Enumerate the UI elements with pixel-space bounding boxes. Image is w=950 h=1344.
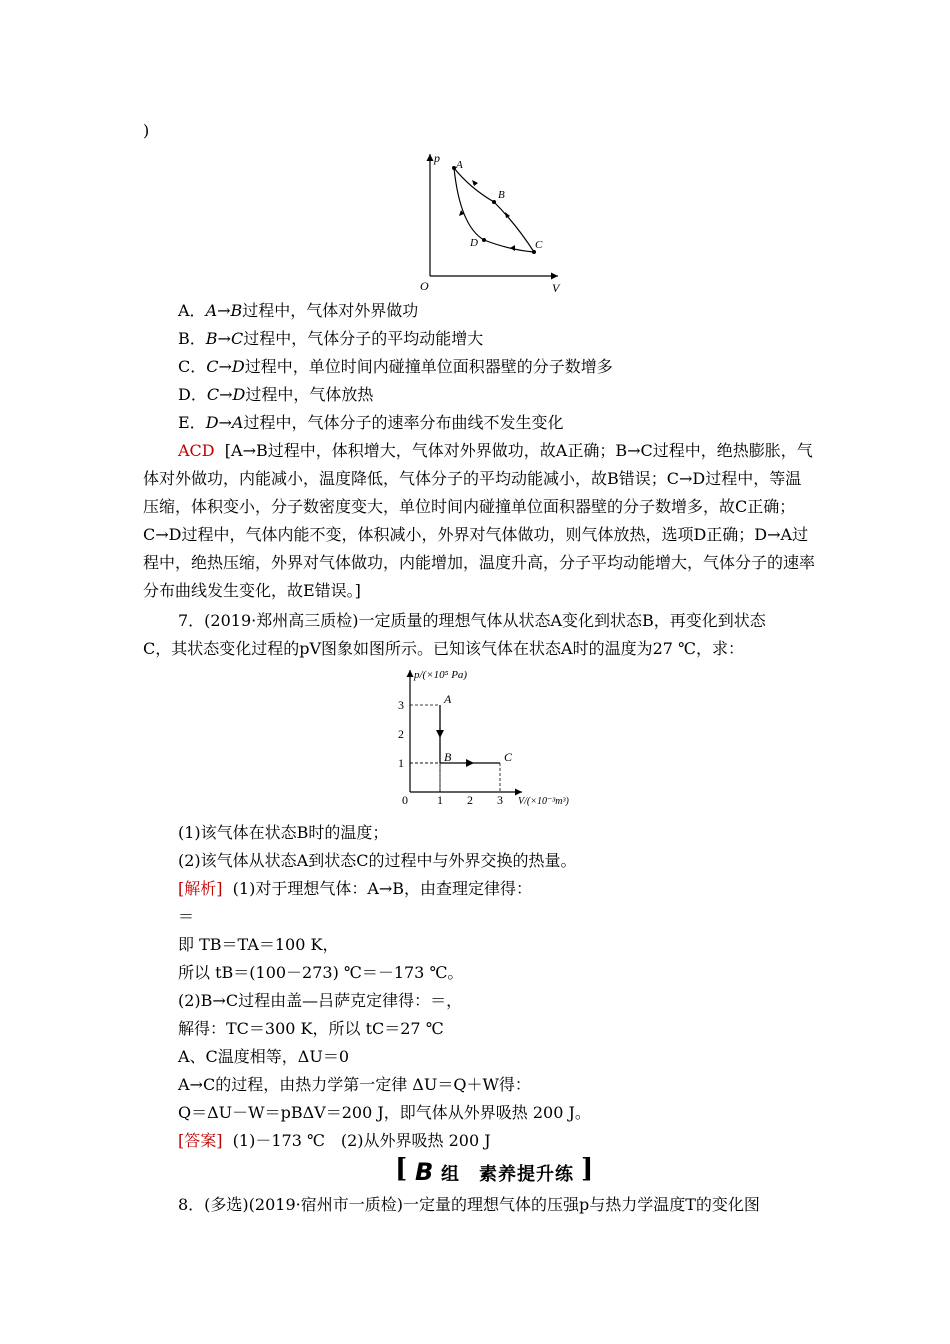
option-seg-start: C — [206, 357, 219, 376]
label-d: D — [470, 237, 478, 249]
answer6-line-3: C→D过程中，气体内能不变，体积减小，外界对气体做功，则气体放热，选项D正确；D→A过 — [143, 525, 809, 544]
option-arrow: → — [218, 413, 232, 432]
q7-line-1: 7．(2019·郑州高三质检)一定质量的理想气体从状态A变化到状态B，再变化到状态 — [178, 611, 766, 630]
option-arrow: → — [217, 329, 231, 348]
point-d — [482, 238, 486, 242]
option-text: 过程中，气体对外界做功 — [242, 301, 419, 320]
label-a: A — [456, 159, 463, 171]
q7-sub-2: (2)该气体从状态A到状态C的过程中与外界交换的热量。 — [178, 851, 577, 870]
solution7-line-9: Q＝ΔU－W＝pBΔV＝200 J，即气体从外界吸热 200 J。 — [178, 1103, 591, 1122]
option-letter: C． — [178, 357, 207, 376]
option-seg-start: C — [206, 385, 220, 404]
option-seg-start: A — [205, 301, 218, 320]
option-seg-end: C — [230, 329, 244, 348]
y-tick-label: 2 — [398, 727, 404, 741]
answer6-line-4: 程中，绝热压缩，外界对气体做功，内能增加，温度升高，分子平均动能增大，气体分子的速率 — [143, 553, 816, 572]
point-b — [492, 200, 496, 204]
curve-b-c — [494, 202, 534, 252]
x-tick-label: 1 — [437, 793, 443, 807]
label-c: C — [535, 239, 543, 251]
option-seg-start: D — [205, 413, 219, 432]
solution7-line-7: A、C温度相等，ΔU＝0 — [178, 1047, 350, 1066]
q7-sub-1: (1)该气体在状态B时的温度； — [178, 823, 389, 842]
answer6-line-0: ACD [A→B过程中，体积增大，气体对外界做功，故A正确；B→C过程中，绝热膨胀，气 — [178, 441, 813, 460]
origin-label: O — [420, 279, 429, 293]
chart-xlabel: V/(×10⁻³m³) — [518, 796, 569, 807]
p-axis-label: p — [434, 151, 440, 165]
point-label: C — [504, 750, 513, 764]
header-b-letter: B — [415, 1158, 434, 1186]
option-seg-end: D — [232, 385, 246, 404]
arrow-c-d — [510, 245, 515, 251]
option-text: 过程中，气体放热 — [245, 385, 374, 404]
arrow-a-b — [472, 180, 478, 186]
answer6-line-1: 体对外做功，内能减小，温度降低，气体分子的平均动能减小，故B错误；C→D过程中，等温 — [143, 469, 802, 488]
process-arrow — [436, 730, 444, 738]
option-text: 过程中，单位时间内碰撞单位面积器壁的分子数增多 — [244, 357, 613, 376]
q8-line-1: 8．(多选)(2019·宿州市一质检)一定量的理想气体的压强p与热力学温度T的变化图 — [178, 1195, 760, 1214]
option-1 — [178, 326, 483, 352]
header-title: 组 素养提升练 — [441, 1164, 574, 1185]
header-open-bracket: [ — [395, 1154, 408, 1184]
y-tick-label: 1 — [398, 756, 404, 770]
group-b-header — [395, 1156, 595, 1186]
option-arrow: → — [218, 357, 232, 376]
chart-origin: 0 — [402, 793, 408, 807]
pv-cycle-figure — [410, 148, 580, 298]
option-letter: E． — [178, 413, 206, 432]
option-seg-end: B — [230, 301, 243, 320]
option-seg-end: A — [231, 413, 244, 432]
answer6-line-2: 压缩，体积变小，分子数密度变大，单位时间内碰撞单位面积器壁的分子数增多，故C正确； — [143, 497, 796, 516]
option-text: 过程中，气体分子的平均动能增大 — [243, 329, 484, 348]
option-0 — [178, 298, 418, 324]
solution-tag: [解析] — [178, 879, 223, 898]
option-arrow: → — [217, 301, 231, 320]
solution7-line-8: A→C的过程，由热力学第一定律 ΔU＝Q＋W得： — [178, 1075, 531, 1094]
point-label: A — [444, 692, 452, 706]
option-seg-start: B — [205, 329, 218, 348]
option-text: 过程中，气体分子的速率分布曲线不发生变化 — [243, 413, 564, 432]
point-label: B — [444, 750, 452, 764]
chart-ylabel: p/(×10⁵ Pa) — [414, 669, 468, 681]
answer6-key: ACD — [178, 441, 215, 460]
x-tick-label: 2 — [467, 793, 473, 807]
option-4 — [178, 410, 564, 436]
label-b: B — [498, 189, 505, 201]
arrow-b-c — [505, 212, 510, 218]
x-tick-label: 3 — [497, 793, 503, 807]
option-2 — [178, 354, 613, 380]
curve-d-a — [454, 168, 484, 240]
solution7-line-3: 即 TB＝TA＝100 K， — [178, 935, 339, 954]
option-arrow: → — [219, 385, 233, 404]
header-close-bracket: ] — [581, 1154, 594, 1184]
option-letter: A． — [178, 301, 206, 320]
option-letter: D． — [178, 385, 207, 404]
solution7-line-6: 解得：TC＝300 K，所以 tC＝27 ℃ — [178, 1019, 444, 1038]
v-axis-label: V — [552, 281, 560, 295]
option-letter: B． — [178, 329, 206, 348]
solution7-line-4: 所以 tB＝(100－273) ℃＝－173 ℃。 — [178, 963, 464, 982]
solution7-answer: [答案] (1)－173 ℃ (2)从外界吸热 200 J — [178, 1131, 491, 1150]
top-fragment: ) — [143, 121, 150, 140]
q7-line-2: C，其状态变化过程的pV图象如图所示。已知该气体在状态A时的温度为27 ℃，求： — [143, 639, 744, 658]
solution7-line-1: [解析] (1)对于理想气体：A→B，由查理定律得： — [178, 879, 533, 898]
solution7-line-5: (2)B→C过程由盖—吕萨克定律得：＝， — [178, 991, 463, 1010]
y-tick-label: 3 — [398, 698, 404, 712]
pv-chart — [378, 664, 610, 814]
answer6-line-5: 分布曲线发生变化，故E错误。] — [143, 581, 361, 600]
process-arrow — [466, 759, 474, 767]
solution7-line-2: ＝ — [178, 907, 195, 926]
option-3 — [178, 382, 373, 408]
option-seg-end: D — [231, 357, 245, 376]
answer-tag: [答案] — [178, 1131, 223, 1150]
